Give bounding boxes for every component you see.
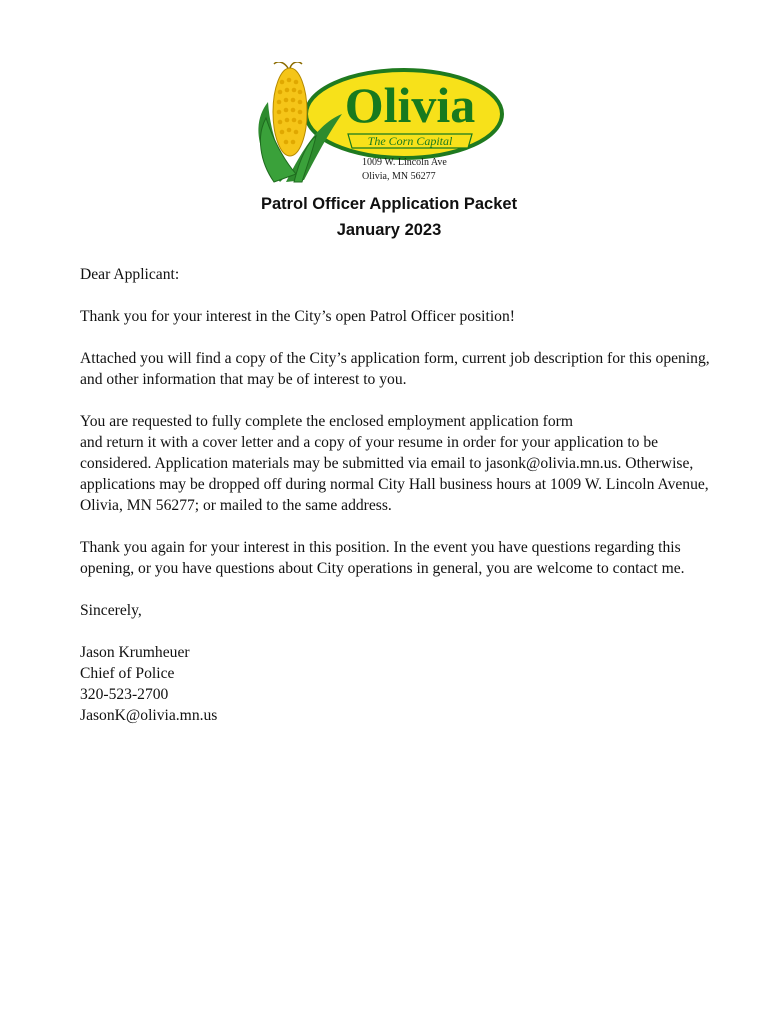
document-date: January 2023 [336, 221, 442, 239]
signer-name: Jason Krumheuer [80, 644, 190, 661]
paragraph-attachments: Attached you will find a copy of the City’s application form, current job description for this opening, and other information that may be of interest to you. [80, 350, 710, 388]
signer-phone: 320-523-2700 [80, 686, 169, 703]
logo-wordmark: Olivia [344, 77, 476, 133]
address-line-1: 1009 W. Lincoln Ave [362, 157, 447, 168]
letter-body [80, 264, 710, 726]
logo-address [362, 156, 447, 184]
paragraph-instructions-line-1: You are requested to fully complete the enclosed employment application form [80, 413, 573, 430]
paragraph-instructions [80, 411, 710, 516]
document-heading [0, 191, 770, 243]
paragraph-instructions-rest: and return it with a cover letter and a copy of your resume in order for your application to be considered. Application materials may be submitted via email to jasonk@olivia.mn.us. Otherwise, applications may be dropped off during normal City Hall business hours at 1009 W. Lincoln Avenue, Olivia, MN 56277; or mailed to the same address. [80, 434, 709, 514]
closing: Sincerely, [80, 602, 142, 619]
signer-title: Chief of Police [80, 665, 175, 682]
logo-tagline: The Corn Capital [367, 134, 453, 148]
signer-email: JasonK@olivia.mn.us [80, 707, 218, 724]
paragraph-intro: Thank you for your interest in the City’s open Patrol Officer position! [80, 308, 515, 325]
page-title: Patrol Officer Application Packet [260, 195, 518, 213]
address-line-2: Olivia, MN 56277 [362, 171, 436, 182]
signature-block [80, 642, 710, 726]
paragraph-contact: Thank you again for your interest in this position. In the event you have questions regarding this opening, or you have questions about City operations in general, you are welcome to contact me. [80, 539, 685, 577]
salutation: Dear Applicant: [80, 266, 180, 283]
